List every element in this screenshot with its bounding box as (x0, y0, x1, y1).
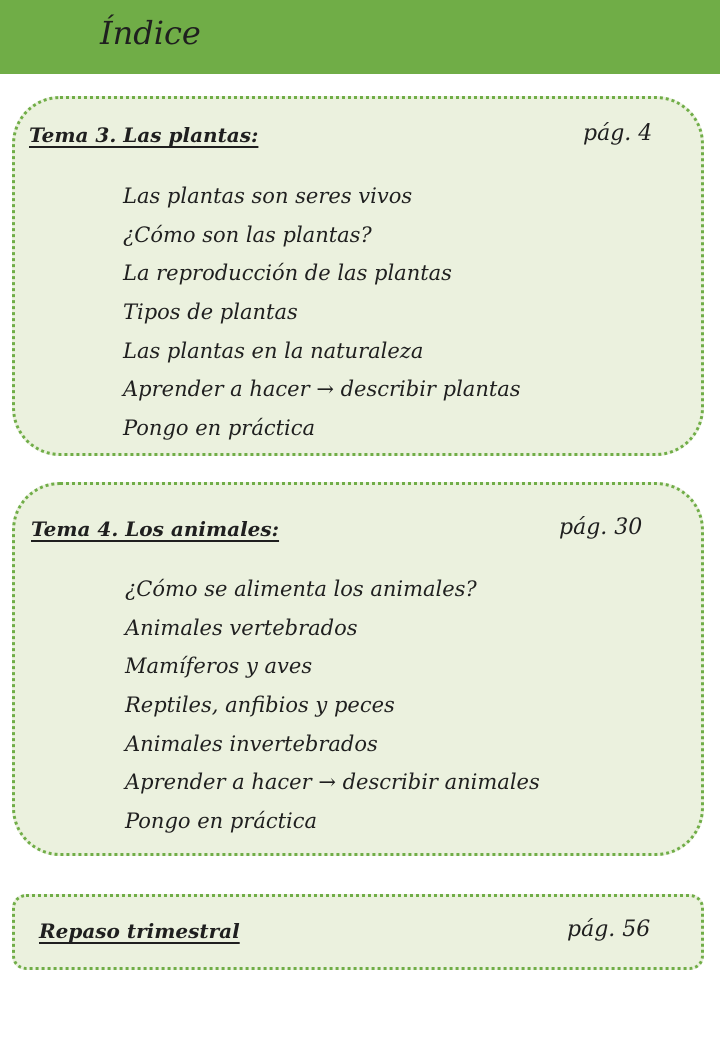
page-reference: pág. 56 (567, 917, 651, 942)
topic-item: Mamíferos y aves (125, 654, 313, 679)
topic-list (123, 177, 521, 448)
topic-item: Animales vertebrados (125, 615, 358, 640)
page-reference: pág. 30 (559, 515, 643, 540)
topic-item: ¿Cómo son las plantas? (123, 222, 372, 247)
topic-item: Reptiles, anfibios y peces (125, 693, 395, 718)
topic-item: Las plantas son seres vivos (123, 184, 413, 208)
topic-item: Tipos de plantas (123, 300, 298, 325)
section-title: Tema 4. Los animales: (31, 517, 280, 541)
section-title: Tema 3. Las plantas: (29, 123, 259, 147)
topic-item: ¿Cómo se alimenta los animales? (125, 577, 477, 601)
page-title: Índice (100, 14, 201, 52)
topic-item: Animales invertebrados (125, 731, 378, 756)
topic-item: Aprender a hacer → describir plantas (123, 377, 521, 402)
topic-item: Aprender a hacer → describir animales (125, 770, 540, 795)
topic-item: Pongo en práctica (123, 416, 316, 441)
topic-item: La reproducción de las plantas (123, 261, 452, 286)
page-reference: pág. 4 (583, 121, 653, 146)
section-tema-4 (12, 482, 704, 856)
header-bar (0, 0, 720, 74)
section-tema-3 (12, 96, 704, 456)
topic-item: Pongo en práctica (125, 809, 318, 834)
topic-item: Las plantas en la naturaleza (123, 338, 424, 363)
section-title: Repaso trimestral (39, 919, 240, 943)
topic-list (125, 570, 540, 841)
section-repaso-trimestral (12, 894, 704, 970)
